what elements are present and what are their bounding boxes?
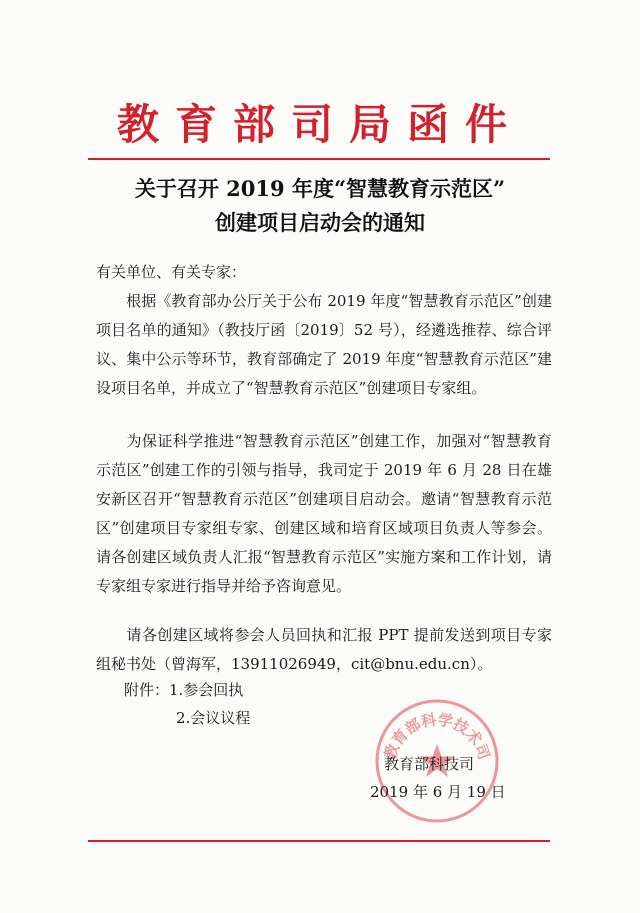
paragraph-2 — [96, 427, 552, 601]
salutation: 有关单位、有关专家： — [96, 263, 247, 281]
issue-date: 2019 年 6 月 19 日 — [370, 783, 506, 801]
bottom-red-rule — [88, 840, 550, 842]
attachment-item-1: 附件：1.参会回执 — [124, 681, 244, 699]
paragraph-1-text: 根据《教育部办公厅关于公布 2019 年度“智慧教育示范区”创建项目名单的通知》（教技厅函〔2019〕52 号），经遴选推荐、综合评议、集中公示等环节，教育部确定了 2019 年度“智慧教育示范区”建设项目名单，并成立了“智慧教育示范区”创建项目专家组。 — [96, 292, 552, 397]
paragraph-3 — [96, 621, 552, 679]
seal-text: 教育部科学技术司 — [380, 710, 494, 762]
letterhead-red-rule — [88, 158, 550, 160]
paragraph-1 — [96, 287, 552, 403]
paragraph-2-text: 为保证科学推进“智慧教育示范区”创建工作，加强对“智慧教育示范区”创建工作的引领与指导，我司定于 2019 年 6 月 28 日在雄安新区召开“智慧教育示范区”创建项目启动会。邀请“智慧教育示范区”创建项目专家组专家、创建区域和培育区域项目负责人等参会。请各创建区域负责人汇报“智慧教育示范区”实施方案和工作计划，请专家组专家进行指导并给予咨询意见。 — [96, 432, 552, 595]
letterhead: 教育部司局函件 — [116, 100, 523, 149]
title-line-2: 创建项目启动会的通知 — [215, 210, 425, 235]
paragraph-3-text: 请各创建区域将参会人员回执和汇报 PPT 提前发送到项目专家组秘书处（曾海军，13911026949，cit@bnu.edu.cn）。 — [96, 626, 552, 673]
signer: 教育部科技司 — [384, 755, 475, 773]
title-line-1: 关于召开 2019 年度“智慧教育示范区” — [134, 176, 506, 201]
attachment-item-2: 2.会议议程 — [176, 709, 251, 727]
